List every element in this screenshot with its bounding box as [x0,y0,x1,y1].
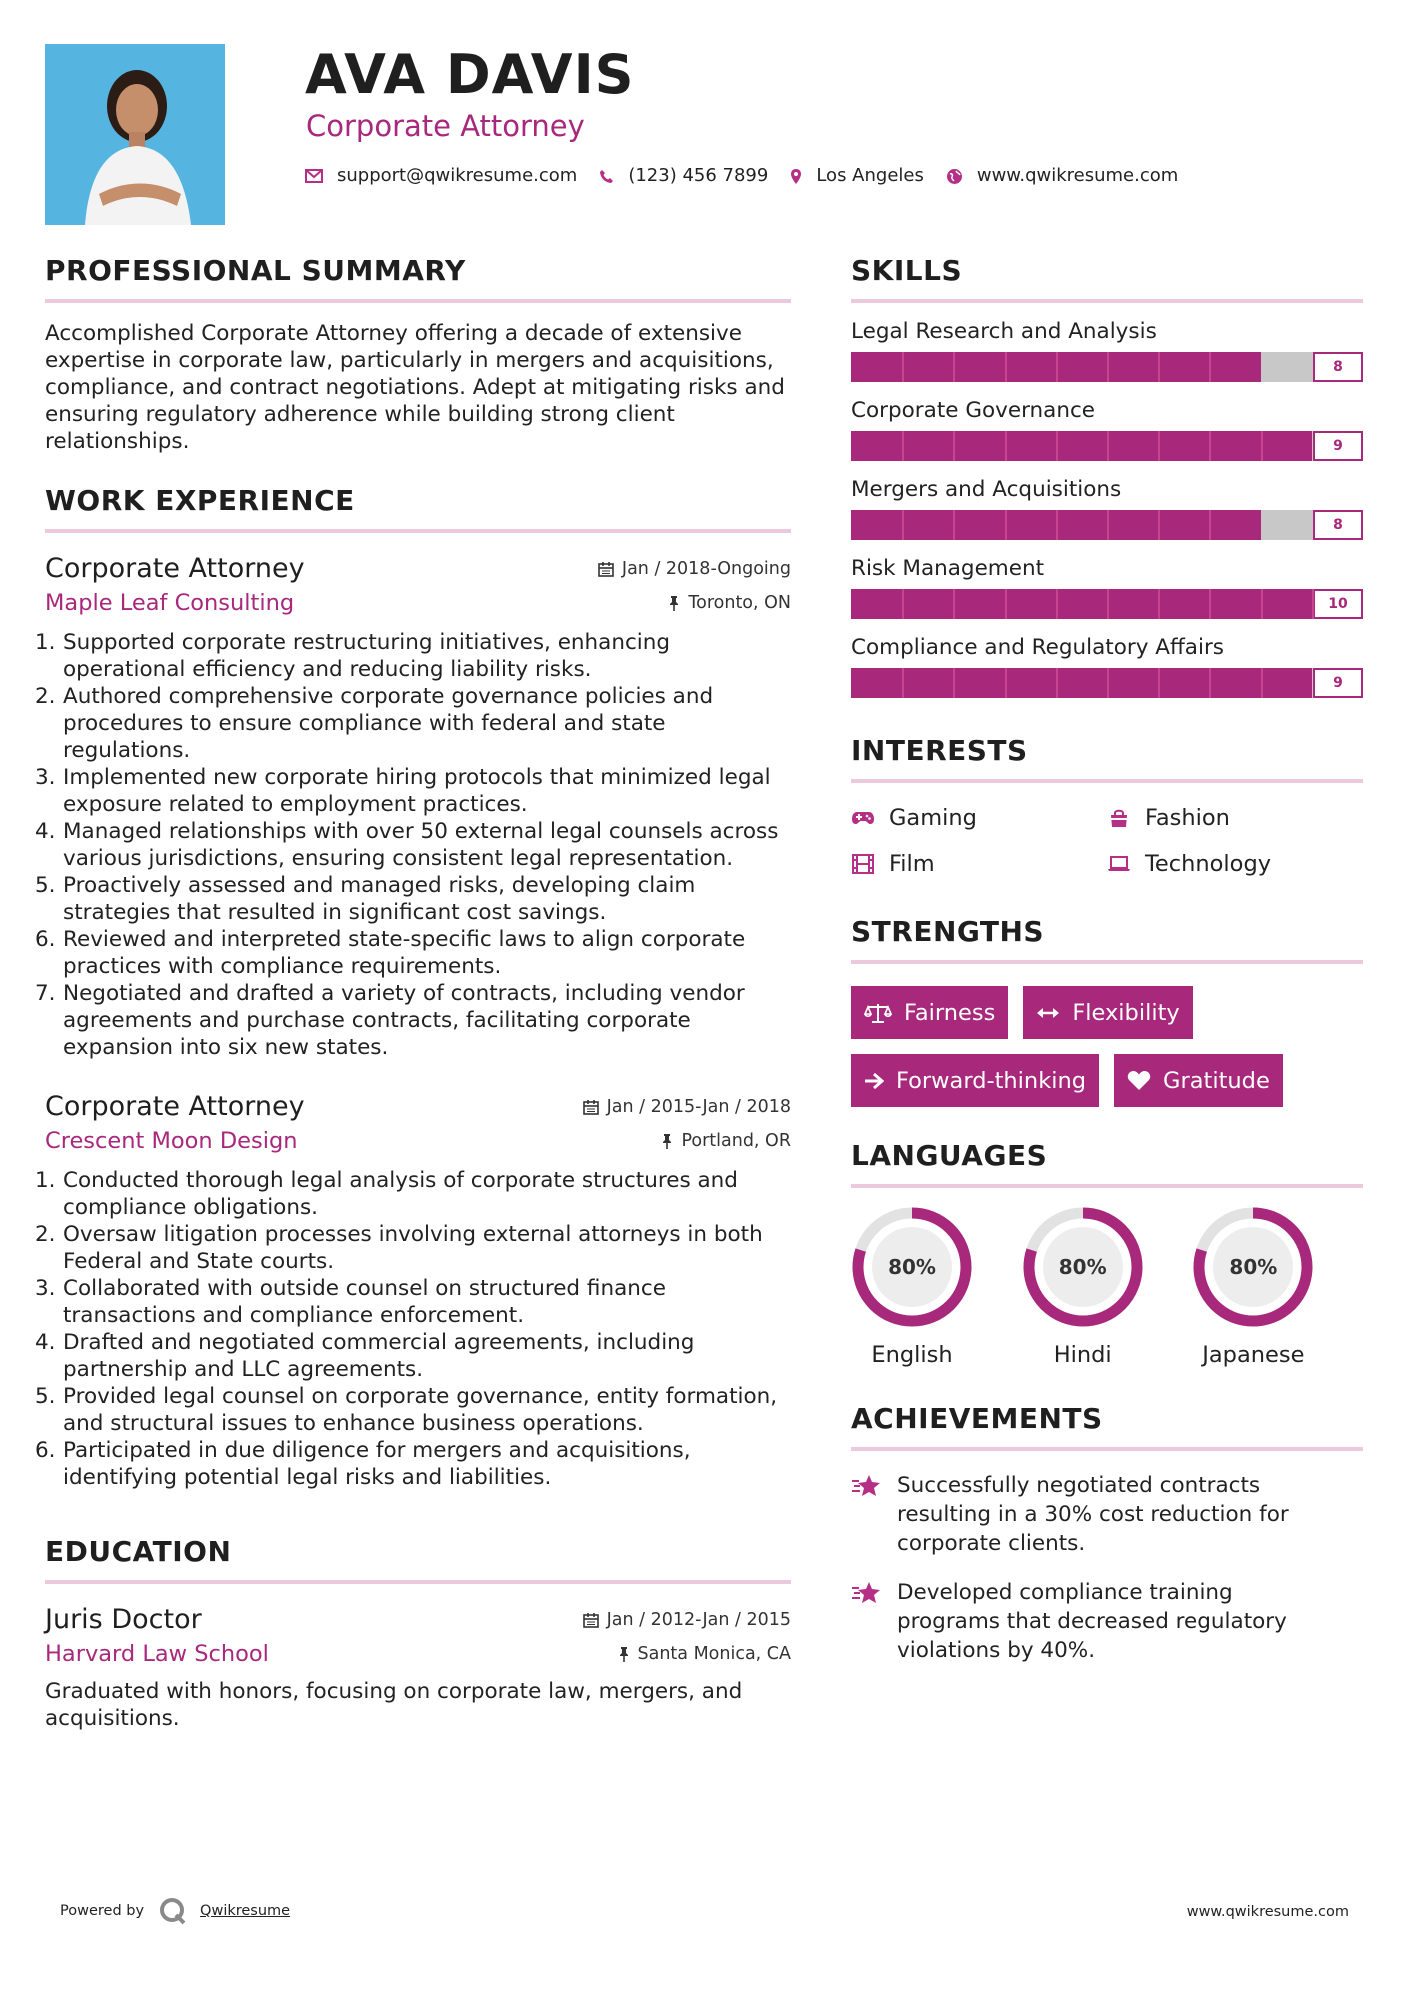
skill-bar-segment [1209,589,1211,619]
calendar-icon [583,1099,599,1115]
skill-score-badge: 9 [1313,668,1363,698]
skill-bar-segment [1005,352,1007,382]
skill-bar-segment [1056,431,1058,461]
list-item: 1. Supported corporate restructuring initiatives, enhancing operational efficiency and reducing liability risks. [35,630,671,682]
contact-website[interactable] [946,162,1178,190]
interest-label: Film [889,851,935,877]
interest-label: Fashion [1145,805,1230,831]
powered-by-label: Powered by [60,1903,145,1919]
language-percent: 80% [888,1255,936,1279]
education-date-text: Jan / 2012-Jan / 2015 [606,1610,791,1630]
skill-score-badge: 8 [1313,510,1363,540]
skill-bar-segment [1056,352,1058,382]
skill-item [851,317,1363,382]
strengths-heading: STRENGTHS [851,915,1045,948]
job-entry [35,1089,791,1491]
star-trophy-icon [851,1578,883,1665]
strengths-section [851,911,1363,1107]
strength-tag [851,1054,1099,1107]
interests-heading: INTERESTS [851,734,1028,767]
language-item [1192,1206,1363,1370]
list-item: 4. Managed relationships with over 50 external legal counsels across various jurisdictions, ensuring consistent legal representation. [35,819,779,871]
skill-bar [851,431,1363,461]
languages-section [851,1135,1363,1370]
interests-section [851,730,1363,879]
contact-email[interactable] [305,162,577,190]
skills-heading: SKILLS [851,254,963,287]
education-section [45,1531,791,1732]
education-date [583,1610,791,1630]
education-text: Graduated with honors, focusing on corporate law, mergers, and acquisitions. [45,1679,743,1731]
list-item: 2. Oversaw litigation processes involving external attorneys in both Federal and State courts. [35,1222,763,1274]
strength-label: Gratitude [1163,1067,1270,1094]
balance-scale-icon [864,1002,892,1024]
left-column [35,250,791,1732]
education-entry [45,1602,791,1732]
section-divider [851,960,1363,964]
languages-list [851,1206,1363,1370]
laptop-icon [1107,856,1131,872]
job-date-text: Jan / 2018-Ongoing [621,559,791,579]
skill-item [851,554,1363,619]
contact-email-text: support@qwikresume.com [337,165,578,186]
gamepad-icon [851,810,875,826]
skill-bar-segment [1158,431,1160,461]
achievement-item [851,1578,1363,1665]
skill-name: Compliance and Regulatory Affairs [851,635,1224,660]
section-divider [851,1447,1363,1451]
interest-label: Gaming [889,805,977,831]
skill-bar-segment [1261,431,1263,461]
strength-label: Fairness [904,999,996,1026]
list-item: 6. Participated in due diligence for mergers and acquisitions, identifying potential legal risks and liabilities. [35,1438,691,1490]
education-location [618,1644,792,1664]
skill-bar-segment [1158,510,1160,540]
section-divider [851,299,1363,303]
skill-bar-segment [1056,589,1058,619]
job-date [583,1097,791,1117]
section-divider [45,299,791,303]
list-item: 4. Drafted and negotiated commercial agreements, including partnership and LLC agreements. [35,1330,695,1382]
strengths-list [851,986,1363,1107]
candidate-role: Corporate Attorney [306,109,585,143]
school-name: Harvard Law School [45,1641,269,1667]
skill-bar-segment [902,352,904,382]
job-location [668,593,791,613]
section-divider [851,1184,1363,1188]
skill-item [851,475,1363,540]
summary-text: Accomplished Corporate Attorney offering a decade of extensive expertise in corporate law, particularly in mergers and acquisitions, compliance, and contract negotiations. Adept at mitigating risks and ensuring regulatory adherence while building strong client relationships. [45,321,785,454]
skills-list [851,317,1363,698]
skill-bar-segment [1107,668,1109,698]
list-item: 2. Authored comprehensive corporate governance policies and procedures to ensure compliance with federal and state regulations. [35,684,714,763]
interest-item [851,803,1107,833]
interest-item [1107,803,1363,833]
skill-score-badge: 10 [1313,589,1363,619]
section-divider [851,779,1363,783]
degree-title: Juris Doctor [45,1604,202,1635]
skill-bar-segment [953,510,955,540]
job-title: Corporate Attorney [45,553,305,584]
contact-location-text: Los Angeles [816,165,924,186]
strength-label: Forward-thinking [896,1067,1087,1094]
envelope-icon [305,169,323,183]
list-item: 5. Provided legal counsel on corporate governance, entity formation, and structural issues to enhance business operations. [35,1384,778,1436]
candidate-name: AVA DAVIS [305,43,635,106]
skill-name: Legal Research and Analysis [851,319,1157,344]
skill-bar-segment [1005,510,1007,540]
skill-bar-segment [1005,589,1007,619]
list-item: 1. Conducted thorough legal analysis of corporate structures and compliance obligations. [35,1168,738,1220]
contact-location [790,162,924,190]
job-bullets [35,1167,791,1491]
skill-bar-segment [953,668,955,698]
map-pin-icon [790,168,802,185]
contact-phone-text: (123) 456 7899 [628,165,769,186]
language-item [1022,1206,1193,1370]
skill-name: Corporate Governance [851,398,1096,423]
skill-bar-segment [902,510,904,540]
profile-photo [45,44,225,225]
list-item: 5. Proactively assessed and managed risks, developing claim strategies that resulted in significant cost savings. [35,873,696,925]
skill-bar-segment [1107,431,1109,461]
education-heading: EDUCATION [45,1535,232,1568]
skill-bar-segment [1158,668,1160,698]
language-percent: 80% [1058,1255,1107,1279]
shopping-bag-icon [1107,808,1131,828]
interest-label: Technology [1145,851,1272,877]
strength-tag [1114,1054,1283,1107]
skill-bar-segment [1056,668,1058,698]
skill-bar-segment [1209,431,1211,461]
achievement-text: Developed compliance training programs that decreased regulatory violations by 40%. [897,1580,1287,1663]
language-percent: 80% [1229,1255,1278,1279]
film-icon [851,854,875,874]
job-location-text: Toronto, ON [688,593,791,613]
skill-bar-segment [1158,352,1160,382]
skill-bar-segment [1107,352,1109,382]
skill-bar-segment [953,431,955,461]
star-trophy-icon [851,1471,883,1558]
list-item: 6. Reviewed and interpreted state-specific laws to align corporate practices with compliance requirements. [35,927,746,979]
skill-name: Risk Management [851,556,1045,581]
skill-bar-segment [1005,668,1007,698]
skill-bar-segment [902,431,904,461]
strength-label: Flexibility [1072,999,1180,1026]
contact-bar [305,162,1200,190]
job-entry [35,551,791,1061]
achievements-section [851,1398,1363,1665]
skill-bar-segment [1209,352,1211,382]
achievement-item [851,1471,1363,1558]
footer-website[interactable]: www.qwikresume.com [1186,1904,1349,1920]
arrows-horizontal-icon [1036,1006,1060,1020]
language-name: English [871,1342,953,1368]
skill-bar-segment [902,589,904,619]
interests-list [851,803,1363,879]
skill-bar-segment [1107,589,1109,619]
right-column [851,250,1363,1665]
calendar-icon [583,1612,599,1628]
language-ring [1022,1206,1144,1328]
globe-icon [946,168,963,185]
pushpin-icon [618,1646,630,1662]
job-location-text: Portland, OR [681,1131,791,1151]
pushpin-icon [668,595,680,611]
strength-tag [1023,986,1192,1039]
company-name: Crescent Moon Design [45,1128,298,1154]
skill-bar [851,352,1363,382]
skill-bar-segment [1158,589,1160,619]
footer-powered-by [60,1896,290,1926]
arrow-right-icon [864,1072,884,1090]
skill-bar-segment [902,668,904,698]
skill-bar [851,589,1363,619]
language-ring [1192,1206,1314,1328]
skill-bar-segment [1261,589,1263,619]
job-bullets [35,629,791,1061]
skill-score-badge: 9 [1313,431,1363,461]
skill-item [851,633,1363,698]
language-name: Japanese [1202,1342,1305,1368]
skill-bar-segment [1107,510,1109,540]
job-title: Corporate Attorney [45,1091,305,1122]
language-name: Hindi [1053,1342,1112,1368]
summary-heading: PROFESSIONAL SUMMARY [45,254,466,287]
experience-section [35,480,791,1491]
heart-icon [1127,1070,1151,1091]
phone-icon [599,169,614,184]
skill-bar [851,668,1363,698]
skill-bar-segment [1056,510,1058,540]
pushpin-icon [661,1133,673,1149]
skill-name: Mergers and Acquisitions [851,477,1122,502]
skill-bar-segment [1312,589,1314,619]
job-location [661,1131,791,1151]
skill-bar-fill [851,668,1312,698]
interest-item [1107,849,1363,879]
skill-bar-segment [953,589,955,619]
qwikresume-logo-icon [158,1896,188,1926]
skill-score-badge: 8 [1313,352,1363,382]
skill-bar-segment [1209,668,1211,698]
calendar-icon [598,561,614,577]
list-item: 3. Collaborated with outside counsel on structured finance transactions and compliance enforcement. [35,1276,666,1328]
skill-bar-segment [1005,431,1007,461]
contact-phone[interactable] [599,162,768,190]
list-item: 7. Negotiated and drafted a variety of contracts, including vendor agreements and purchase contracts, facilitating corporate expansion into six new states. [35,981,745,1060]
profile-photo-illustration [45,44,225,225]
skill-bar-segment [953,352,955,382]
skills-section [851,250,1363,698]
language-ring [851,1206,973,1328]
skill-bar [851,510,1363,540]
education-location-text: Santa Monica, CA [637,1644,791,1664]
contact-website-text: www.qwikresume.com [976,165,1179,186]
job-date-text: Jan / 2015-Jan / 2018 [606,1097,791,1117]
experience-heading: WORK EXPERIENCE [45,484,355,517]
language-item [851,1206,1022,1370]
section-divider [45,529,791,533]
strength-tag [851,986,1008,1039]
interest-item [851,849,1107,879]
skill-bar-fill [851,431,1312,461]
skill-bar-segment [1209,510,1211,540]
skill-bar-segment [1261,668,1263,698]
languages-heading: LANGUAGES [851,1139,1048,1172]
qwikresume-link[interactable]: Qwikresume [200,1903,291,1919]
job-date [598,559,791,579]
company-name: Maple Leaf Consulting [45,590,295,616]
achievement-text: Successfully negotiated contracts resulting in a 30% cost reduction for corporate clients. [897,1473,1289,1556]
achievements-heading: ACHIEVEMENTS [851,1402,1103,1435]
summary-section [45,250,791,455]
skill-item [851,396,1363,461]
section-divider [45,1580,791,1584]
list-item: 3. Implemented new corporate hiring protocols that minimized legal exposure related to employment practices. [35,765,771,817]
